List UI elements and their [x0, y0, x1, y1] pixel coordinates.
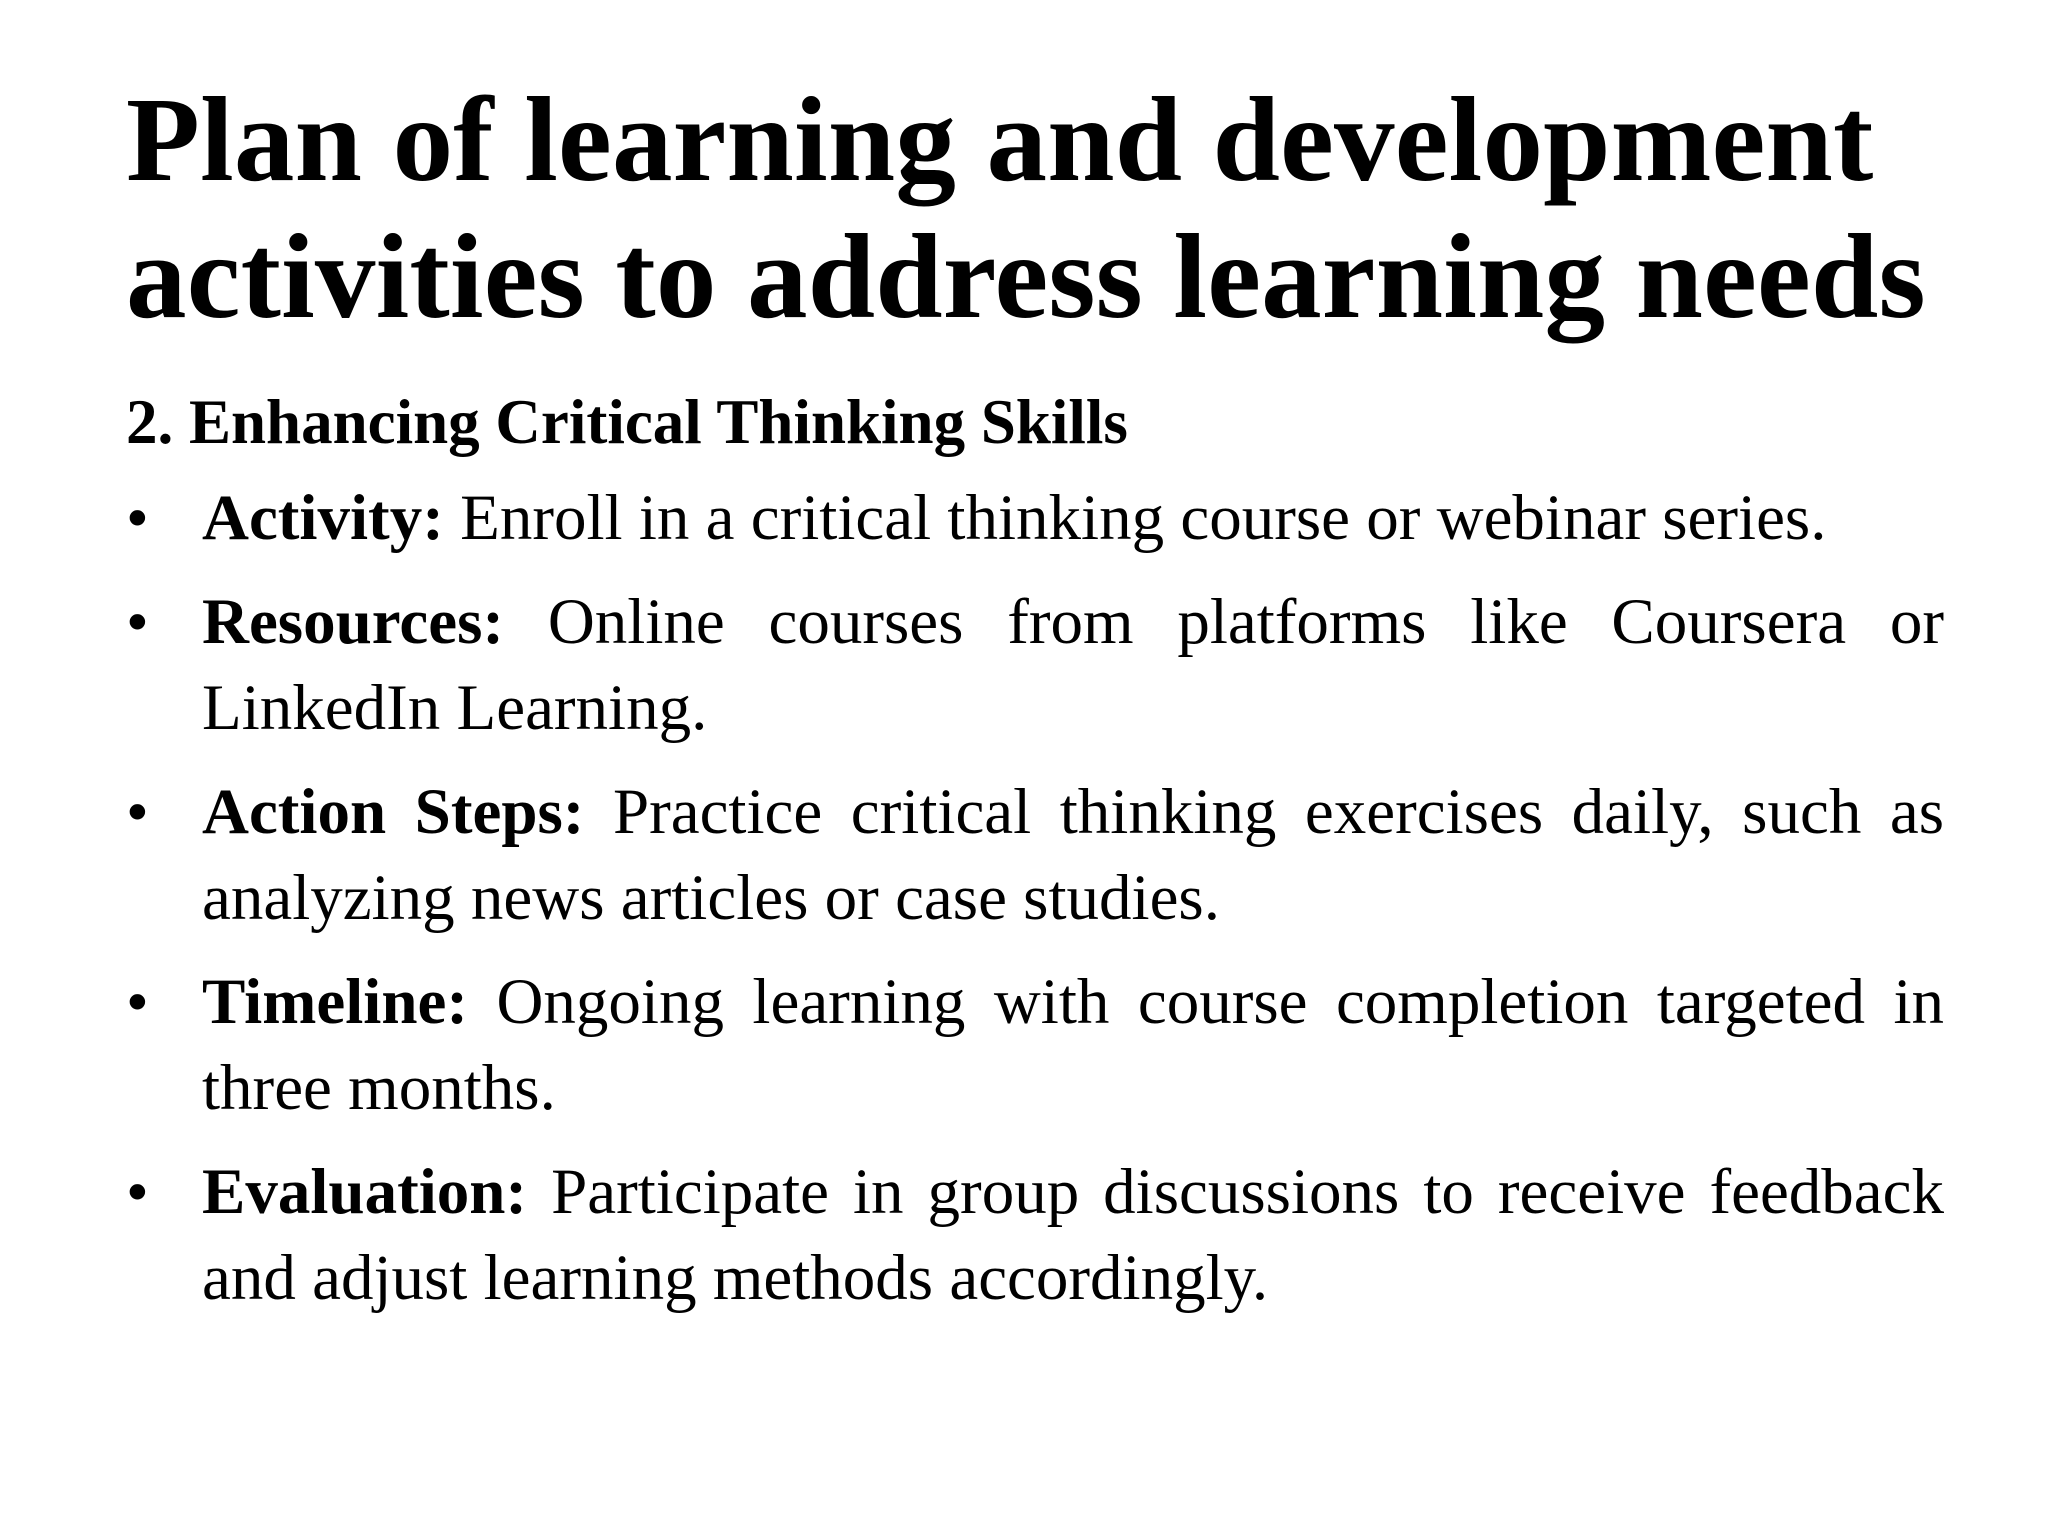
bullet-icon: • — [126, 482, 149, 555]
bullet-list — [126, 475, 1944, 1321]
page-title — [126, 72, 1944, 345]
bullet-label: Activity: — [202, 482, 444, 555]
bullet-text: Enroll in a critical thinking course or webinar series. — [460, 482, 1827, 555]
section-heading: 2. Enhancing Critical Thinking Skills — [126, 387, 1128, 458]
list-item — [126, 769, 1944, 941]
bullet-icon: • — [126, 966, 149, 1039]
list-item — [126, 579, 1944, 751]
title-line-1: Plan of learning and development — [126, 73, 1874, 207]
list-item — [126, 1149, 1944, 1321]
bullet-text: Practice critical thinking exercises daily, such as analyzing news articles or case studies. — [202, 776, 1944, 935]
list-item — [126, 959, 1944, 1131]
bullet-text: Ongoing learning with course completion targeted in three months. — [202, 966, 1945, 1125]
bullet-label: Timeline: — [202, 966, 468, 1039]
bullet-label: Evaluation: — [202, 1156, 528, 1229]
bullet-icon: • — [126, 776, 149, 849]
list-item — [126, 475, 1944, 561]
bullet-text: Online courses from platforms like Coursera or LinkedIn Learning. — [202, 586, 1944, 745]
bullet-icon: • — [126, 586, 149, 659]
title-line-2: activities to address learning needs — [126, 209, 1926, 344]
bullet-icon: • — [126, 1156, 149, 1229]
bullet-label: Resources: — [202, 586, 505, 659]
bullet-label: Action Steps: — [202, 776, 585, 849]
bullet-text: Participate in group discussions to receive feedback and adjust learning methods accordingly. — [202, 1156, 1945, 1315]
